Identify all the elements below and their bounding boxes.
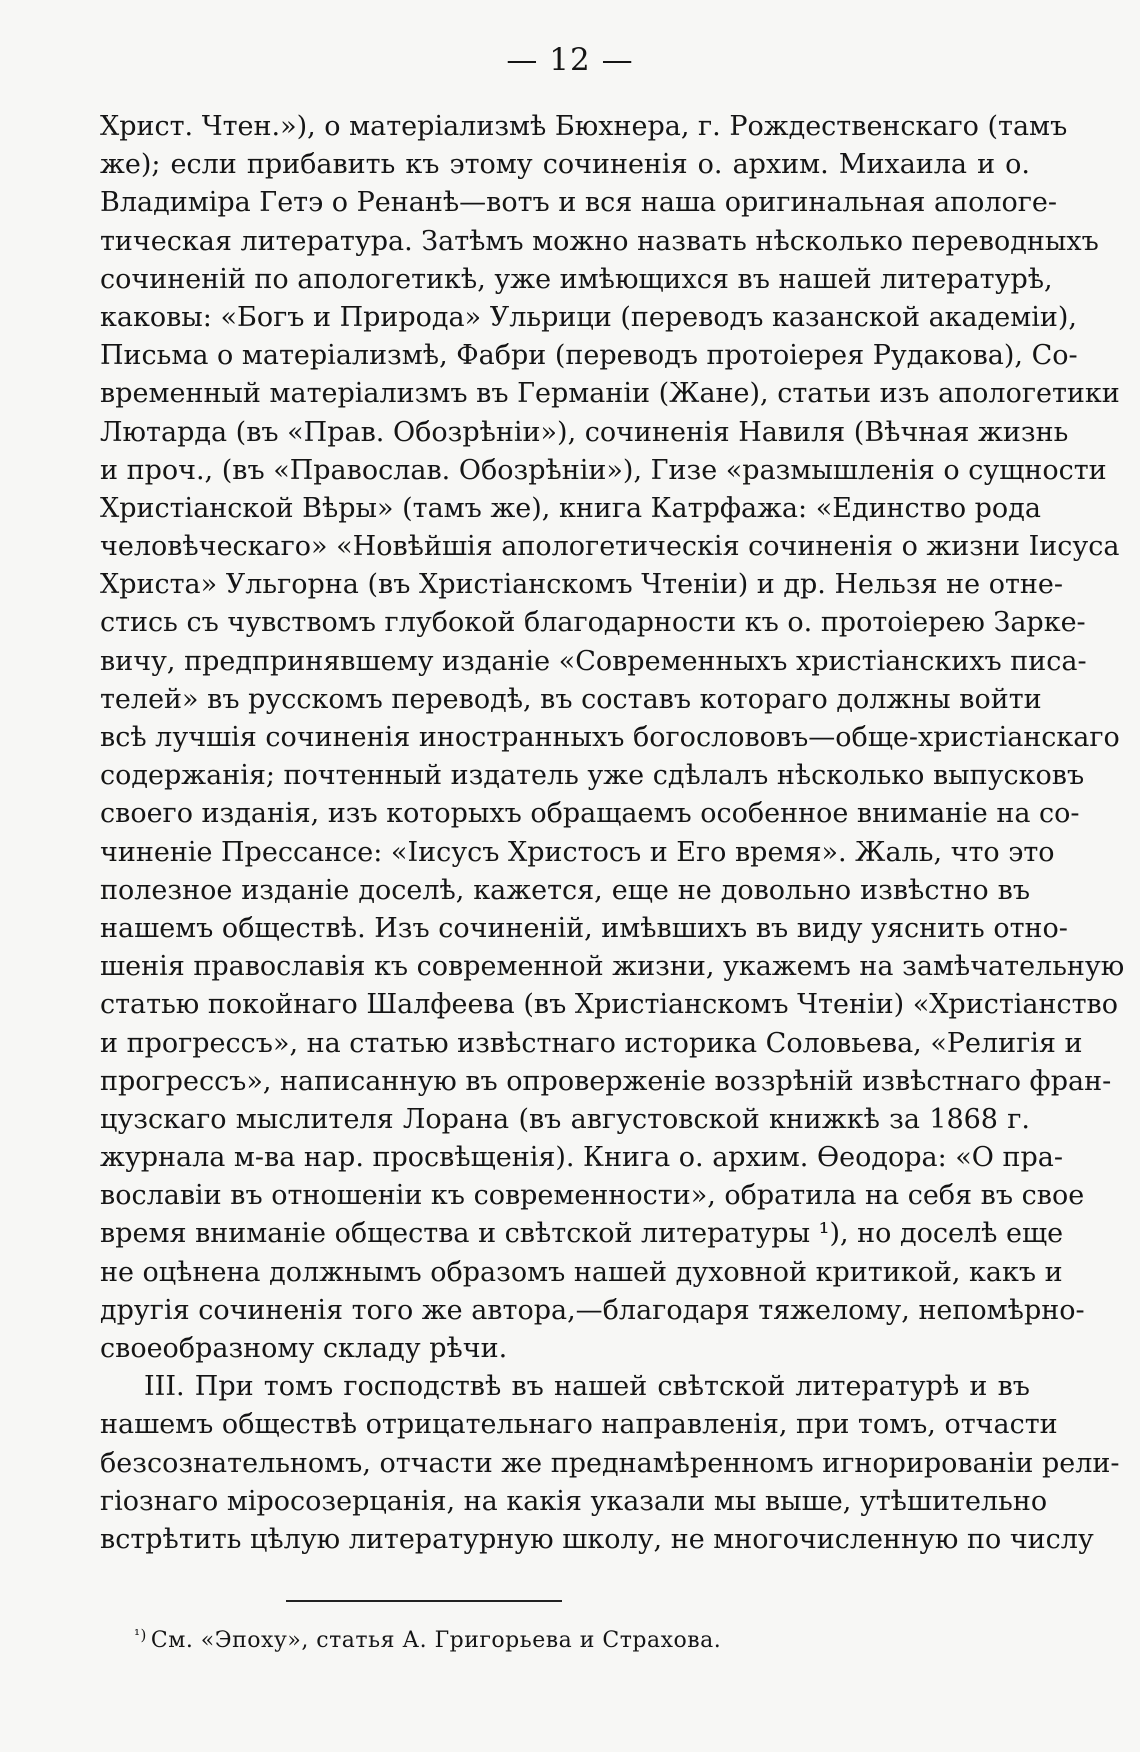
text-line: нашемъ обществѣ. Изъ сочиненій, имѣвшихъ въ виду уяснить отно- xyxy=(100,912,1068,944)
text-line: прогрессъ», написанную въ опроверженіе воззрѣній извѣстнаго фран- xyxy=(100,1065,1112,1097)
text-line: гіознаго міросозерцанія, на какія указали мы выше, утѣшительно xyxy=(100,1485,1048,1517)
text-line: же); если прибавить къ этому сочиненія о. архим. Михаила и о. xyxy=(100,149,1030,181)
text-line: шенія православія къ современной жизни, укажемъ на замѣчательную xyxy=(100,951,1125,983)
text-line: и проч., (въ «Православ. Обозрѣніи»), Гизе «размышленія о сущности xyxy=(100,454,1107,486)
text-line: и прогрессъ», на статью извѣстнаго историка Соловьева, «Религія и xyxy=(100,1027,1083,1059)
paragraph-2 xyxy=(100,1368,1120,1559)
footnote-text: См. «Эпоху», статья А. Григорьева и Страхова. xyxy=(150,1628,722,1653)
text-line: Христіанской Вѣры» (тамъ же), книга Катрфажа: «Единство рода xyxy=(100,492,1041,524)
footnote-divider xyxy=(286,1600,562,1602)
body-text xyxy=(100,108,1125,1559)
text-line: сочиненій по апологетикѣ, уже имѣющихся въ нашей литературѣ, xyxy=(100,263,1053,295)
text-line: каковы: «Богъ и Природа» Ульрици (переводъ казанской академіи), xyxy=(100,301,1077,333)
text-line: III. При томъ господствѣ въ нашей свѣтской литературѣ и въ xyxy=(144,1371,1030,1403)
text-line: вичу, предпринявшему изданіе «Современныхъ христіанскихъ писа- xyxy=(100,645,1087,677)
text-line: тическая литература. Затѣмъ можно назвать нѣсколько переводныхъ xyxy=(100,225,1099,257)
text-line: своего изданія, изъ которыхъ обращаемъ особенное вниманіе на со- xyxy=(100,798,1080,830)
text-line: чиненіе Прессансе: «Іисусъ Христосъ и Его время». Жаль, что это xyxy=(100,836,1055,868)
text-line: полезное изданіе доселѣ, кажется, еще не довольно извѣстно въ xyxy=(100,874,1030,906)
text-line: статью покойнаго Шалфеева (въ Христіанскомъ Чтеніи) «Христіанство xyxy=(100,989,1119,1021)
text-line: своеобразному складу рѣчи. xyxy=(100,1333,508,1364)
text-line: журнала м-ва нар. просвѣщенія). Книга о. архим. Ѳеодора: «О пра- xyxy=(100,1142,1064,1174)
text-line: вославіи въ отношеніи къ современности», обратила на себя въ свое xyxy=(100,1180,1085,1212)
text-line: Владиміра Гетэ о Ренанѣ—вотъ и вся наша оригинальная апологе- xyxy=(100,187,1058,219)
text-line: Письма о матеріализмѣ, Фабри (переводъ протоіерея Рудакова), Со- xyxy=(100,340,1078,372)
text-line: безсознательномъ, отчасти же преднамѣренномъ игнорированіи рели- xyxy=(100,1447,1120,1479)
text-line: нашемъ обществѣ отрицательнаго направленія, при томъ, отчасти xyxy=(100,1409,1058,1441)
text-line: человѣческаго» «Новѣйшія апологетическія сочиненія о жизни Іисуса xyxy=(100,531,1120,563)
footnote xyxy=(134,1620,721,1656)
page-number: — 12 — xyxy=(506,42,634,78)
text-line: другія сочиненія того же автора,—благодаря тяжелому, непомѣрно- xyxy=(100,1294,1085,1326)
text-line: Лютарда (въ «Прав. Обозрѣніи»), сочиненія Навиля (Вѣчная жизнь xyxy=(100,416,1069,448)
text-line: не оцѣнена должнымъ образомъ нашей духовной критикой, какъ и xyxy=(100,1256,1063,1288)
text-line: встрѣтить цѣлую литературную школу, не многочисленную по числу xyxy=(100,1523,1094,1555)
text-line: цузскаго мыслителя Лорана (въ августовской книжкѣ за 1868 г. xyxy=(100,1103,1030,1135)
text-line: Христ. Чтен.»), о матеріализмѣ Бюхнера, г. Рождественскаго (тамъ xyxy=(100,111,1068,142)
text-line: телей» въ русскомъ переводѣ, въ составъ котораго должны войти xyxy=(100,683,1042,715)
text-line: всѣ лучшія сочиненія иностранныхъ богослововъ—обще-христіанскаго xyxy=(100,722,1120,753)
text-line: временный матеріализмъ въ Германіи (Жане), статьи изъ апологетики xyxy=(100,378,1120,410)
text-line: содержанія; почтенный издатель уже сдѣлалъ нѣсколько выпусковъ xyxy=(100,760,1085,792)
text-line: стись съ чувствомъ глубокой благодарности къ о. протоіерею Зарке- xyxy=(100,607,1086,639)
text-line: Христа» Ульгорна (въ Христіанскомъ Чтеніи) и др. Нельзя не отне- xyxy=(100,569,1064,601)
text-line: время вниманіе общества и свѣтской литературы ¹), но доселѣ еще xyxy=(100,1218,1064,1250)
paragraph-1 xyxy=(100,108,1125,1368)
footnote-marker: ¹) xyxy=(134,1626,147,1644)
